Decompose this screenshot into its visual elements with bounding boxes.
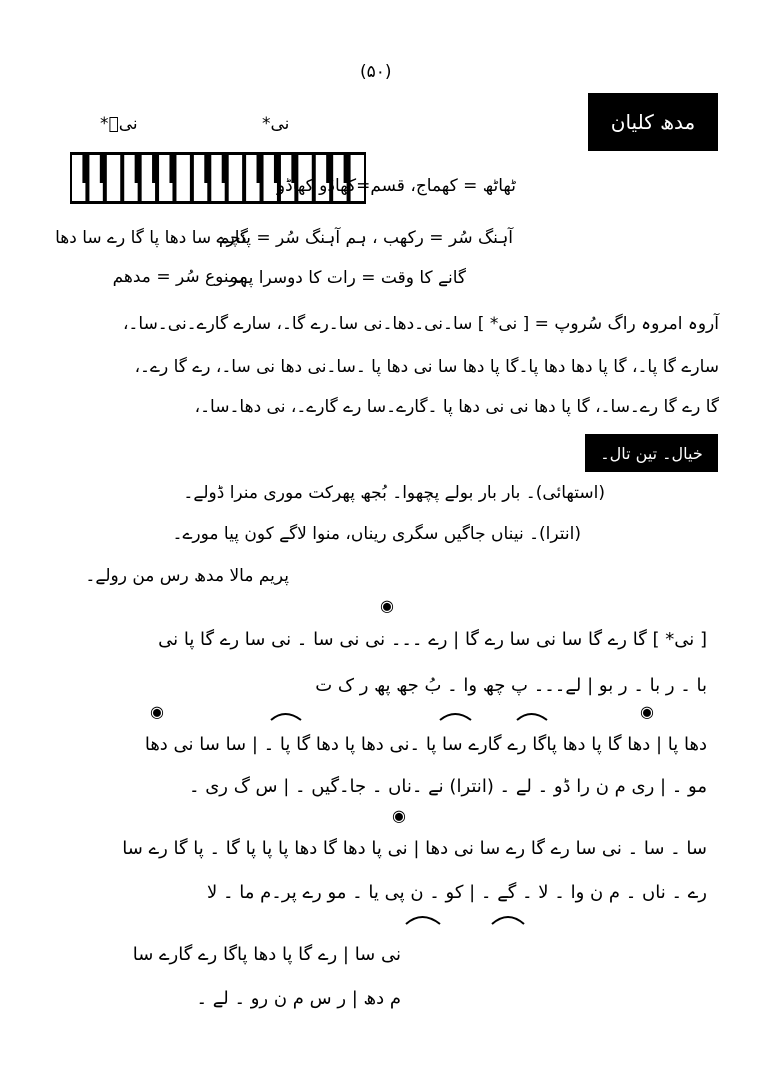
notation-bol-4: م دھ | ر س م ن رو ۔ لے ۔ <box>196 988 401 1009</box>
sam-marker: ◉ <box>380 596 394 615</box>
forbidden-swar: ممنوع سُر = مدھم <box>112 267 248 287</box>
keyboard-marker-left: نیؔ* <box>100 114 138 134</box>
aahang-notes: گارے سا دھا پا گا رے سا دھا <box>55 228 248 248</box>
aroh-line-1: آروہ امروہ راگ سُروپ = [ نی* ] سا۔نی۔دھا۔نی سا۔رے گا۔، سارے گارے۔نی۔سا۔، <box>122 314 719 334</box>
notation-bol-3: رے ۔ ناں ۔ م ن وا ۔ لا ۔ گے ۔ | کو ۔ ن پی یا ۔ مو رے پر۔م ما ۔ لا <box>207 882 707 903</box>
sam-marker: ◉ <box>150 702 164 721</box>
khayal-heading: خیال۔ تین تال۔ <box>585 434 718 472</box>
thaat-line: ٹھاٹھ = کھماج، قسم=کھاڈو کھاڈو <box>276 176 516 196</box>
aahang-line: آہنگ سُر = رکھب ، ہم آہنگ سُر = پنچم <box>218 228 513 248</box>
page-number: (۵۰) <box>360 62 392 82</box>
aroh-line-2: سارے گا پا۔، گا پا دھا دھا پا۔گا پا دھا سا نی دھا پا ۔سا۔نی دھا نی سا۔، رے گا رے۔، <box>134 357 719 377</box>
lyric-antra: (انترا)۔ نیناں جاگیں سگری ریناں، منوا لاگے کون پیا مورے۔ <box>172 524 581 544</box>
meend-arcs <box>400 908 540 930</box>
sam-marker: ◉ <box>640 702 654 721</box>
lyric-sthai: (استھائی)۔ بار بار بولے پچھوا۔ بُجھ پھرکت موری منرا ڈولے۔ <box>183 483 605 503</box>
time-line: گانے کا وقت = رات کا دوسرا پہر <box>229 268 466 288</box>
lyric-line-3: پریم مالا مدھ رس من رولے۔ <box>85 566 289 586</box>
keyboard-marker-right: نی* <box>262 114 290 134</box>
meend-arcs <box>265 706 565 726</box>
notation-bol-1: با ۔ ر با ۔ ر بو | لے۔۔۔ پ چھ وا ۔ بُ جھ پھ ر ک ت <box>315 675 707 696</box>
notation-swar-1: [ نی* ] گا رے گا سا نی سا رے گا | رے ۔۔۔ نی نی سا ۔ نی سا رے گا پا نی <box>158 629 707 650</box>
raag-title: مدھ کلیان <box>588 93 718 151</box>
sam-marker: ◉ <box>392 806 406 825</box>
aroh-line-3: گا رے گا رے۔سا۔، گا پا دھا نی نی دھا پا ۔گارے۔سا رے گارے۔، نی دھا۔سا۔، <box>194 397 719 417</box>
notation-swar-2: دھا پا | دھا گا پا دھا پاگا رے گارے سا پا ۔نی دھا پا دھا گا پا ۔ | سا سا نی دھا <box>144 734 707 755</box>
notation-swar-3: سا ۔ سا ۔ نی سا رے گا رے سا نی دھا | نی پا دھا گا دھا پا پا پا گا ۔ پا گا رے سا <box>122 838 707 859</box>
notation-bol-2: مو ۔ | ری م ن را ڈو ۔ لے ۔ (انترا) نے ۔ناں ۔ جا۔گیں ۔ | س گ ری ۔ <box>188 776 707 797</box>
notation-swar-4: نی سا | رے گا پا دھا پاگا رے گارے سا <box>132 944 401 965</box>
